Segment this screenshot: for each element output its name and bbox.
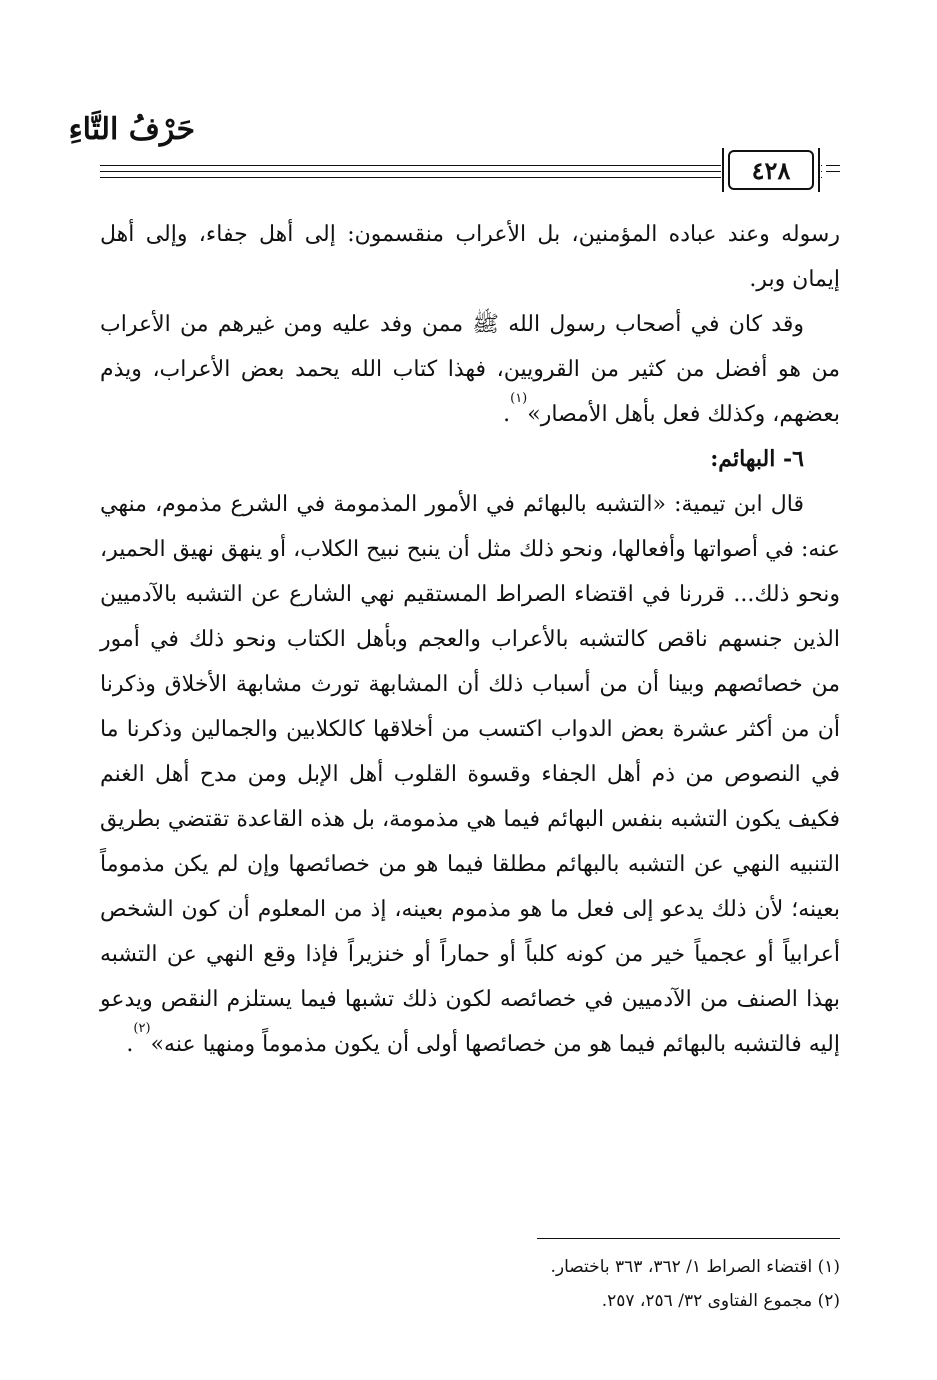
body-text: [100, 212, 840, 1067]
header-rule: [100, 150, 840, 190]
section-heading: ٦- البهائم:: [710, 446, 804, 472]
footnote-1: (١) اقتضاء الصراط ١/ ٣٦٢، ٣٦٣ باختصار.: [550, 1257, 840, 1277]
page-header-title: حَرْفُ التَّاءِ: [68, 112, 195, 147]
footnotes: [100, 1250, 840, 1318]
header-ornament: [822, 164, 840, 178]
page-number: ٤٢٨: [728, 150, 814, 190]
paragraph-1: رسوله وعند عباده المؤمنين، بل الأعراب منقسمون: إلى أهل جفاء، وإلى أهل إيمان وبر.: [100, 222, 840, 292]
paragraph-2: وقد كان في أصحاب رسول الله ﷺ ممن وفد عليه ومن غيرهم من الأعراب من هو أفضل من كثير من القرويين، فهذا كتاب الله يحمد بعض الأعراب، ويذم بعضهم، وكذلك فعل بأهل الأمصار»$^{(١)}$.: [100, 312, 840, 427]
footnote-divider: [537, 1238, 840, 1239]
footnote-2: (٢) مجموع الفتاوى ٣٢/ ٢٥٦، ٢٥٧.: [601, 1291, 840, 1311]
footnote-ref-2: (٢): [133, 1021, 151, 1036]
footnote-ref-1: (١): [510, 391, 528, 406]
paragraph-3: قال ابن تيمية: «التشبه بالبهائم في الأمور المذمومة في الشرع مذموم، منهي عنه: في أصواتها وأفعالها، ونحو ذلك مثل أن ينبح نبيح الكلاب، أو ينهق نهيق الحمير، ونحو ذلك... قررنا في اقتضاء الصراط المستقيم نهي الشارع عن التشبه بالآدميين الذين جنسهم ناقص كالتشبه بالأعراب والعجم وبأهل الكتاب ونحو ذلك في أمور من خصائصهم وبينا أن من أسباب ذلك أن المشابهة تورث مشابهة الأخلاق وذكرنا أن من أكثر عشرة بعض الدواب اكتسب من أخلاقها كالكلابين والجمالين وذكرنا ما في النصوص من ذم أهل الجفاء وقسوة القلوب أهل الإبل ومن مدح أهل الغنم فكيف يكون التشبه بنفس البهائم فيما هي مذمومة، بل هذه القاعدة تقتضي بطريق التنبيه النهي عن التشبه بالبهائم مطلقا فيما هو من خصائصها وإن لم يكن مذموماً بعينه؛ لأن ذلك يدعو إلى فعل ما هو مذموم بعينه، إذ من المعلوم أن كون الشخص أعرابياً أو عجمياً خير من كونه كلباً أو حماراً أو خنزيراً فإذا وقع النهي عن التشبه بهذا الصنف من الآدميين في خصائصه لكون ذلك تشبها فيما يستلزم النقص ويدعو إليه فالتشبه بالبهائم فيما هو من خصائصها أولى أن يكون مذموماً ومنهيا عنه»$^{(٢)}$.: [100, 492, 840, 1057]
